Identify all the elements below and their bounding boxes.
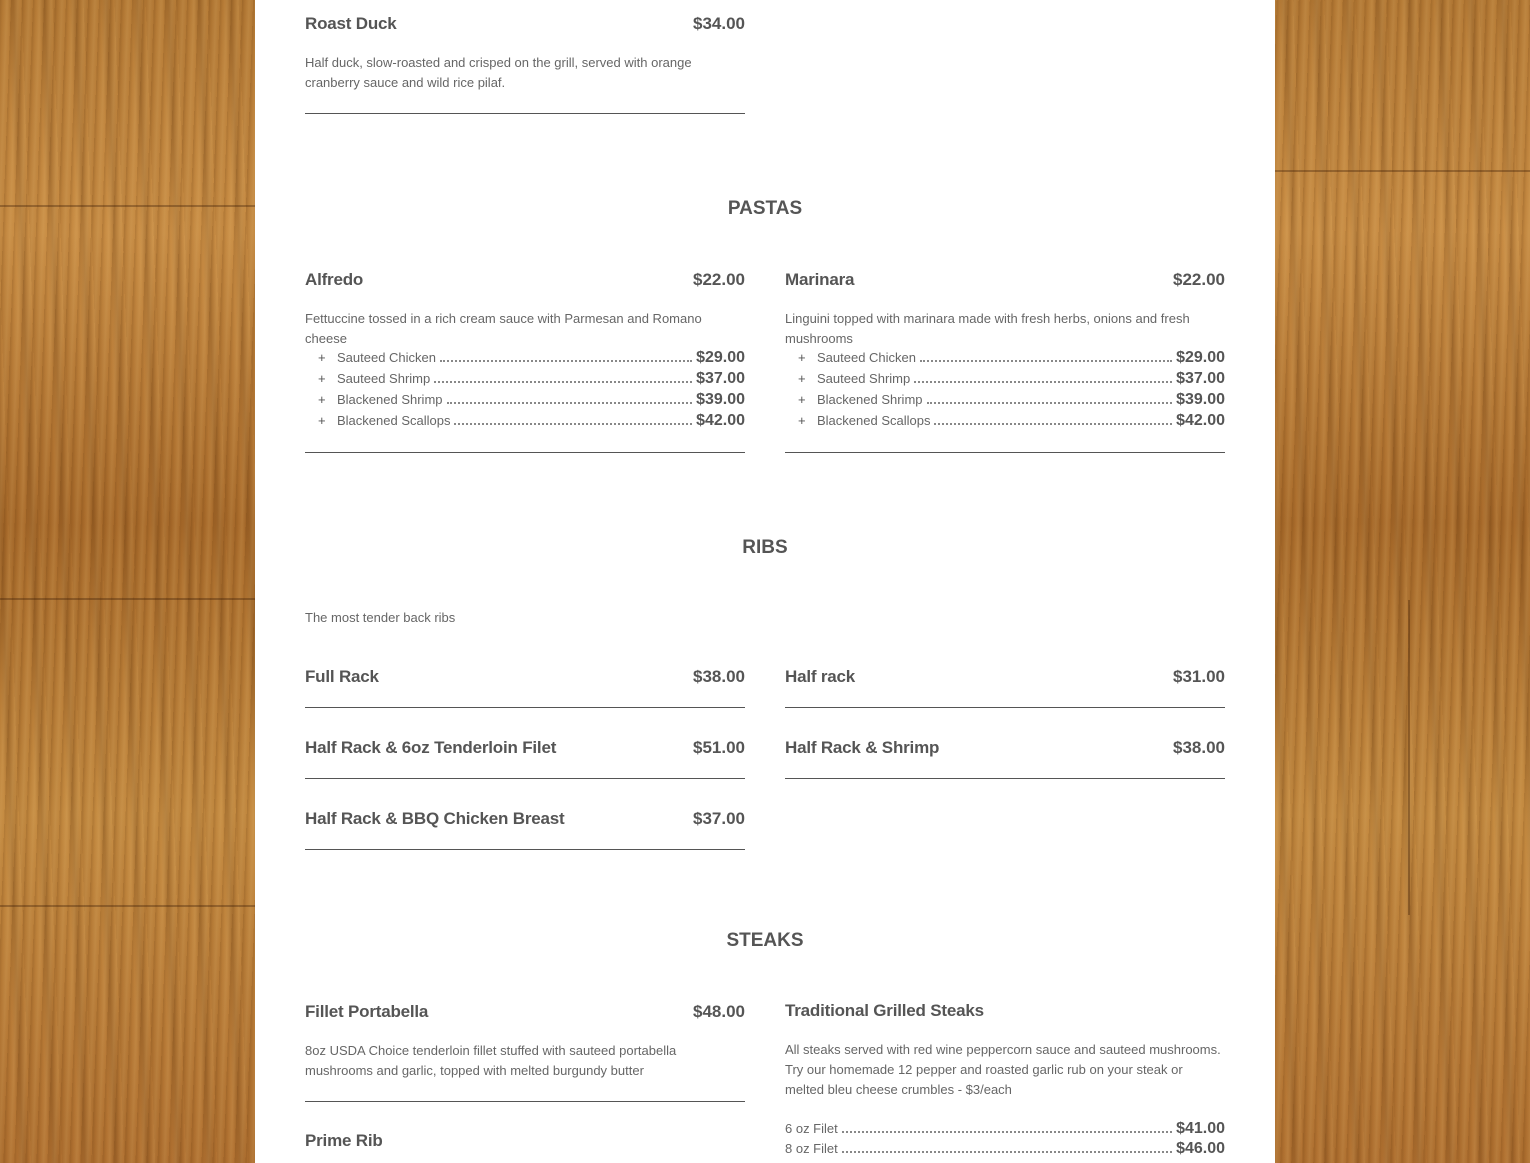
addon-price: $29.00 [696, 349, 745, 366]
section-title-ribs: RIBS [742, 537, 788, 558]
item-name: Roast Duck [305, 14, 397, 33]
plus-icon: + [798, 392, 806, 407]
divider [305, 707, 745, 708]
addon-item [305, 370, 745, 391]
section-title-pastas: PASTAS [727, 198, 803, 219]
plus-icon: + [318, 392, 326, 407]
wood-seam [1408, 600, 1410, 915]
item-price: $34.00 [693, 14, 745, 33]
addon-item [785, 391, 1225, 412]
addon-price: $39.00 [1176, 391, 1225, 408]
dot-leader [927, 402, 1173, 404]
menu-item-fillet-portabella [305, 1002, 745, 1081]
menu-item-half-rack [785, 667, 1225, 687]
item-description: Half duck, slow-roasted and crisped on the grill, served with orange cranberry sauce and wild rice pilaf. [305, 55, 692, 90]
item-name: Half Rack & BBQ Chicken Breast [305, 809, 565, 828]
option-name: 6 oz Filet [785, 1121, 838, 1136]
addon-price: $39.00 [696, 391, 745, 408]
wood-seam [1275, 170, 1530, 172]
wood-seam [0, 905, 255, 907]
item-price: $38.00 [1173, 738, 1225, 757]
divider [305, 778, 745, 779]
divider [785, 452, 1225, 453]
menu-item-half-rack-tenderloin [305, 738, 745, 758]
dot-leader [842, 1151, 1172, 1153]
dot-leader [934, 423, 1172, 425]
steak-options-list [785, 1120, 1225, 1160]
menu-item-marinara [785, 270, 1225, 433]
section-title-steaks: STEAKS [726, 930, 804, 951]
option-price: $41.00 [1176, 1120, 1225, 1137]
plus-icon: + [798, 350, 806, 365]
option-name: 8 oz Filet [785, 1141, 838, 1156]
dot-leader [914, 381, 1172, 383]
steak-option [785, 1140, 1225, 1160]
item-description: All steaks served with red wine peppercorn sauce and sauteed mushrooms. Try our homemade 12 pepper and roasted garlic rub on your steak or melted bleu cheese crumbles - $3/each [785, 1042, 1221, 1097]
divider [305, 113, 745, 114]
addon-item [785, 349, 1225, 370]
item-price: $38.00 [693, 667, 745, 686]
item-name: Prime Rib [305, 1131, 383, 1150]
menu-item-half-rack-shrimp [785, 738, 1225, 758]
addon-name: Blackened Scallops [337, 413, 451, 428]
item-name: Half Rack & Shrimp [785, 738, 940, 757]
addon-name: Sauteed Shrimp [817, 371, 911, 386]
addon-price: $37.00 [1176, 370, 1225, 387]
plus-icon: + [318, 371, 326, 386]
plus-icon: + [798, 413, 806, 428]
menu-item-traditional-grilled-steaks [785, 1001, 1225, 1160]
addon-name: Blackened Shrimp [817, 392, 923, 407]
dot-leader [454, 423, 692, 425]
addon-list [305, 349, 745, 433]
addon-item [305, 391, 745, 412]
divider [305, 1101, 745, 1102]
item-description: Linguini topped with marinara made with fresh herbs, onions and fresh mushrooms [785, 311, 1190, 346]
section-description: The most tender back ribs [305, 610, 456, 625]
plus-icon: + [318, 413, 326, 428]
menu-item-full-rack [305, 667, 745, 687]
steak-option [785, 1120, 1225, 1140]
dot-leader [447, 402, 693, 404]
addon-price: $37.00 [696, 370, 745, 387]
item-price: $48.00 [693, 1002, 745, 1021]
dot-leader [842, 1131, 1172, 1133]
divider [785, 707, 1225, 708]
wood-seam [0, 205, 255, 207]
menu-item-alfredo [305, 270, 745, 433]
menu-panel [255, 0, 1275, 1163]
item-price: $22.00 [693, 270, 745, 289]
item-name: Fillet Portabella [305, 1002, 429, 1021]
dot-leader [434, 381, 692, 383]
plus-icon: + [798, 371, 806, 386]
addon-price: $42.00 [1176, 412, 1225, 429]
item-name: Marinara [785, 270, 855, 289]
item-name: Traditional Grilled Steaks [785, 1001, 984, 1020]
item-price: $37.00 [693, 809, 745, 828]
item-price: $22.00 [1173, 270, 1225, 289]
item-description: Fettuccine tossed in a rich cream sauce with Parmesan and Romano cheese [305, 311, 702, 346]
item-description: 8oz USDA Choice tenderloin fillet stuffed with sauteed portabella mushrooms and garlic, topped with melted burgundy butter [305, 1043, 677, 1078]
item-price: $31.00 [1173, 667, 1225, 686]
item-name: Alfredo [305, 270, 364, 289]
addon-item [785, 370, 1225, 391]
item-name: Full Rack [305, 667, 379, 686]
addon-item [305, 412, 745, 433]
dot-leader [440, 360, 692, 362]
dot-leader [920, 360, 1172, 362]
item-name: Half rack [785, 667, 856, 686]
divider [305, 452, 745, 453]
addon-item [305, 349, 745, 370]
addon-name: Blackened Shrimp [337, 392, 443, 407]
addon-item [785, 412, 1225, 433]
menu-item-prime-rib [305, 1131, 745, 1151]
addon-name: Sauteed Chicken [817, 350, 917, 365]
menu-item-half-rack-bbq-chicken [305, 809, 745, 829]
plus-icon: + [318, 350, 326, 365]
addon-list [785, 349, 1225, 433]
addon-name: Sauteed Chicken [337, 350, 437, 365]
addon-name: Blackened Scallops [817, 413, 931, 428]
divider [305, 849, 745, 850]
addon-name: Sauteed Shrimp [337, 371, 431, 386]
wood-seam [0, 598, 255, 600]
menu-item-roast-duck [305, 14, 745, 93]
addon-price: $29.00 [1176, 349, 1225, 366]
option-price: $46.00 [1176, 1140, 1225, 1157]
addon-price: $42.00 [696, 412, 745, 429]
item-name: Half Rack & 6oz Tenderloin Filet [305, 738, 557, 757]
item-price: $51.00 [693, 738, 745, 757]
divider [785, 778, 1225, 779]
